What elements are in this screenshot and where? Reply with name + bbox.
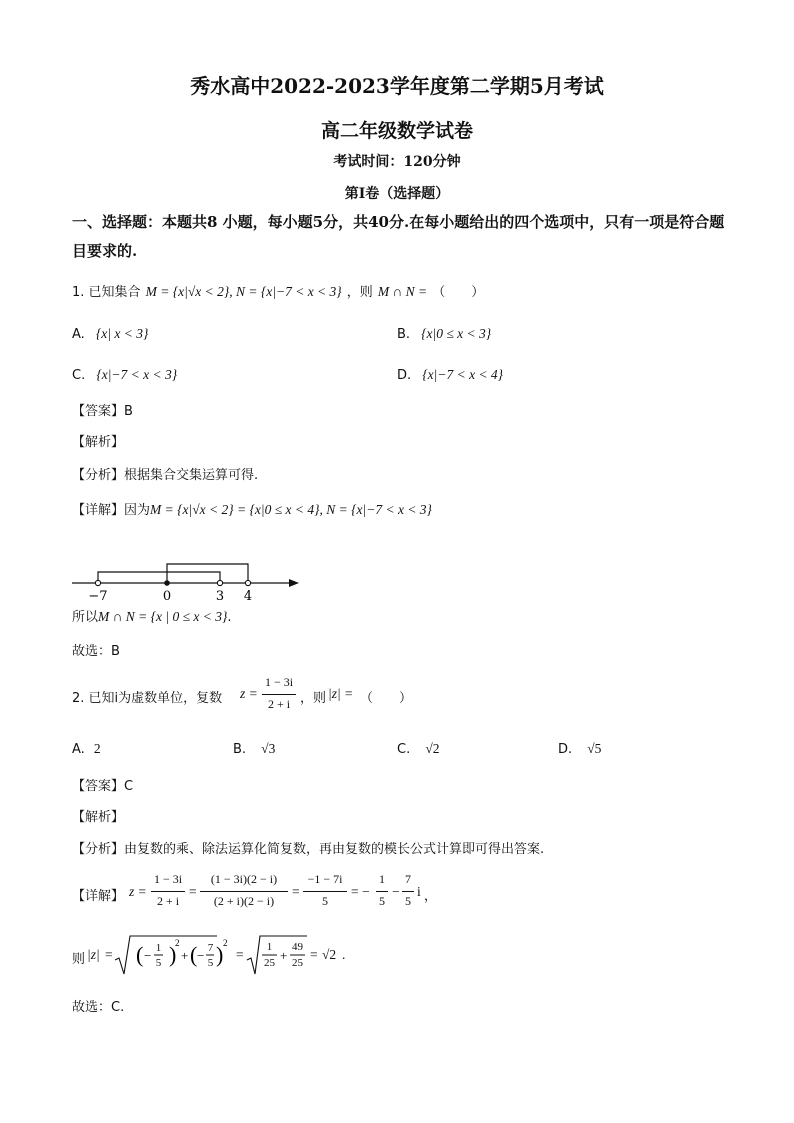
q1-stem	[72, 281, 484, 300]
set-m-bracket	[167, 564, 248, 583]
modulus-close-paren	[216, 934, 232, 978]
q2-modulus	[72, 934, 412, 978]
exam-subtitle: 高二年级数学试卷	[320, 120, 473, 142]
q2-option-a	[72, 738, 101, 757]
q2-stem-ask: |z| =	[328, 686, 354, 701]
modulus-prefix: 则	[72, 952, 86, 967]
m-c-den: 25	[264, 957, 275, 969]
q2-frac-bar	[262, 694, 296, 695]
m-a-num: 1	[155, 942, 162, 954]
detail-f4-num: 1	[379, 872, 385, 886]
q1-stem-ask: M ∩ N =	[377, 284, 428, 299]
fenxi-tag: 【分析】	[72, 468, 125, 483]
q1-choose: 故选：B	[72, 644, 120, 659]
eq-m1: =	[105, 947, 113, 962]
svg-text:+: +	[280, 948, 288, 963]
q1-stem-math: M = {x|√x < 2}, N = {x|−7 < x < 3}	[145, 284, 342, 299]
detail-i: i	[417, 884, 421, 899]
q2-option-b	[233, 738, 275, 757]
q2-option-c	[397, 738, 439, 757]
q1-option-d	[397, 364, 503, 383]
q1-detail	[72, 499, 432, 518]
volume-title: 第I卷（选择题）	[344, 186, 450, 202]
detail-f4-den: 5	[379, 894, 385, 908]
section-instructions: 一、选择题：本题共8 小题，每小题5分，共40分.在每小题给出的四个选项中，只有一项是符合题目要求的.	[72, 213, 725, 260]
option-label: A.	[72, 742, 85, 757]
svg-text:(: (	[136, 942, 144, 967]
tick-label-4: 4	[243, 589, 253, 604]
q2-analysis-tag: 【解析】	[72, 810, 125, 825]
detail-f1-den: 2 + i	[156, 894, 180, 908]
fenxi-text: 由复数的乘、除法运算化简复数，再由复数的模长公式计算即可得出答案.	[124, 842, 545, 857]
svg-text:−: −	[197, 948, 205, 963]
fenxi-tag: 【分析】	[72, 842, 125, 857]
detail-comma: ，	[424, 889, 438, 904]
option-label: B.	[233, 742, 247, 757]
number-line-arrow	[289, 579, 299, 587]
answer-tag: 【答案】	[72, 404, 125, 419]
option-label: C.	[397, 742, 411, 757]
q2-stem-paren: （ ）	[360, 691, 413, 706]
detail-tag: 【详解】	[72, 889, 125, 904]
tick-label-0: 0	[162, 589, 172, 604]
exam-title: 秀水高中2022-2023学年度第二学期5月考试	[190, 74, 604, 98]
eq-m2: =	[236, 947, 244, 962]
option-text: {x|−7 < x < 4}	[422, 367, 504, 382]
q1-conclusion	[72, 606, 232, 625]
detail-prefix: 因为	[124, 503, 151, 518]
detail-f1-bar	[151, 891, 185, 892]
q2-stem-then: ，则	[300, 691, 327, 706]
eq-1: =	[189, 884, 197, 899]
option-text: {x| x < 3}	[95, 326, 149, 341]
closed-point-0	[164, 580, 170, 586]
option-label: D.	[397, 368, 412, 383]
q2-stem-prefix: 2. 已知i为虚数单位，复数	[72, 691, 223, 706]
q1-option-c	[72, 364, 177, 383]
q2-fenxi	[72, 838, 544, 857]
option-label: A.	[72, 327, 85, 342]
conclusion-math: M ∩ N = {x | 0 ≤ x < 3}	[98, 609, 228, 624]
detail-f1-num: 1 − 3i	[153, 872, 183, 886]
m-d-num: 49	[292, 941, 303, 953]
option-text: {x|−7 < x < 3}	[96, 367, 178, 382]
q2-choose: 故选：C.	[72, 1000, 125, 1015]
eq-m3: =	[310, 947, 318, 962]
option-text: 2	[93, 741, 101, 756]
detail-tag: 【详解】	[72, 503, 125, 518]
svg-text:): )	[169, 942, 177, 967]
answer-tag: 【答案】	[72, 779, 125, 794]
open-point-4	[245, 580, 250, 585]
q2-answer	[72, 775, 133, 794]
option-text: √2	[425, 741, 440, 756]
open-point-3	[217, 580, 222, 585]
option-text: {x|0 ≤ x < 3}	[421, 326, 492, 341]
svg-text:2: 2	[175, 938, 180, 948]
set-n-bracket	[98, 572, 220, 583]
detail-f5-bar	[402, 891, 414, 892]
option-label: B.	[397, 327, 411, 342]
option-label: D.	[558, 742, 573, 757]
tick-label-3: 3	[215, 589, 225, 604]
m-c-num: 1	[266, 941, 273, 953]
eq-2: =	[292, 884, 300, 899]
m-d-den: 25	[292, 957, 303, 969]
q1-fenxi	[72, 464, 258, 483]
conclusion-prefix: 所以	[72, 610, 99, 625]
detail-f3-bar	[303, 891, 347, 892]
minus-sign: −	[392, 884, 400, 899]
q2-detail	[72, 870, 492, 920]
q1-number-line	[70, 558, 310, 604]
q2-frac-den: 2 + i	[267, 697, 291, 711]
m-a-den: 5	[155, 957, 162, 969]
svg-text:(: (	[190, 942, 198, 967]
detail-f2-bar	[200, 891, 288, 892]
fenxi-text: 根据集合交集运算可得.	[124, 468, 259, 483]
m-b-den: 5	[207, 957, 214, 969]
detail-f4-bar	[376, 891, 388, 892]
detail-f5-den: 5	[405, 894, 411, 908]
option-text: √3	[261, 741, 276, 756]
q1-stem-paren: （ ）	[432, 285, 485, 300]
detail-f5-num: 7	[405, 872, 411, 886]
q1-stem-then: ，则	[346, 285, 373, 300]
m-result: √2	[322, 947, 337, 962]
q1-option-b	[397, 323, 491, 342]
q2-option-d	[558, 738, 601, 757]
q1-stem-prefix: 1. 已知集合	[72, 285, 141, 300]
svg-text:2: 2	[223, 938, 228, 948]
detail-math: M = {x|√x < 2} = {x|0 ≤ x < 4}, N = {x|−7 < x < 3}	[150, 502, 432, 517]
tick-label-minus7: −7	[88, 589, 108, 604]
detail-f3-den: 5	[322, 894, 328, 908]
q1-answer	[72, 400, 133, 419]
option-label: C.	[72, 368, 86, 383]
conclusion-end: .	[227, 610, 232, 625]
m-period: .	[342, 947, 346, 962]
detail-f2-num: (1 − 3i)(2 − i)	[210, 872, 278, 886]
modulus-radical-1	[114, 934, 218, 978]
q1-option-a	[72, 323, 148, 342]
q2-frac-num: 1 − 3i	[264, 675, 294, 689]
svg-text:): )	[216, 942, 224, 967]
q2-z-eq: z =	[240, 686, 258, 701]
eq-3: = −	[351, 884, 370, 899]
open-point-minus7	[95, 580, 100, 585]
exam-time: 考试时间：120分钟	[333, 154, 461, 170]
m-b-num: 7	[207, 942, 214, 954]
svg-text:+: +	[181, 948, 189, 963]
modulus-lhs: |z|	[87, 947, 100, 962]
detail-z: z =	[129, 884, 147, 899]
detail-f3-num: −1 − 7i	[307, 872, 343, 886]
q1-analysis-tag: 【解析】	[72, 435, 125, 450]
detail-f2-den: (2 + i)(2 − i)	[213, 894, 275, 908]
answer-value: B	[124, 404, 133, 419]
answer-value: C	[124, 779, 134, 794]
svg-text:−: −	[144, 948, 152, 963]
option-text: √5	[587, 741, 602, 756]
